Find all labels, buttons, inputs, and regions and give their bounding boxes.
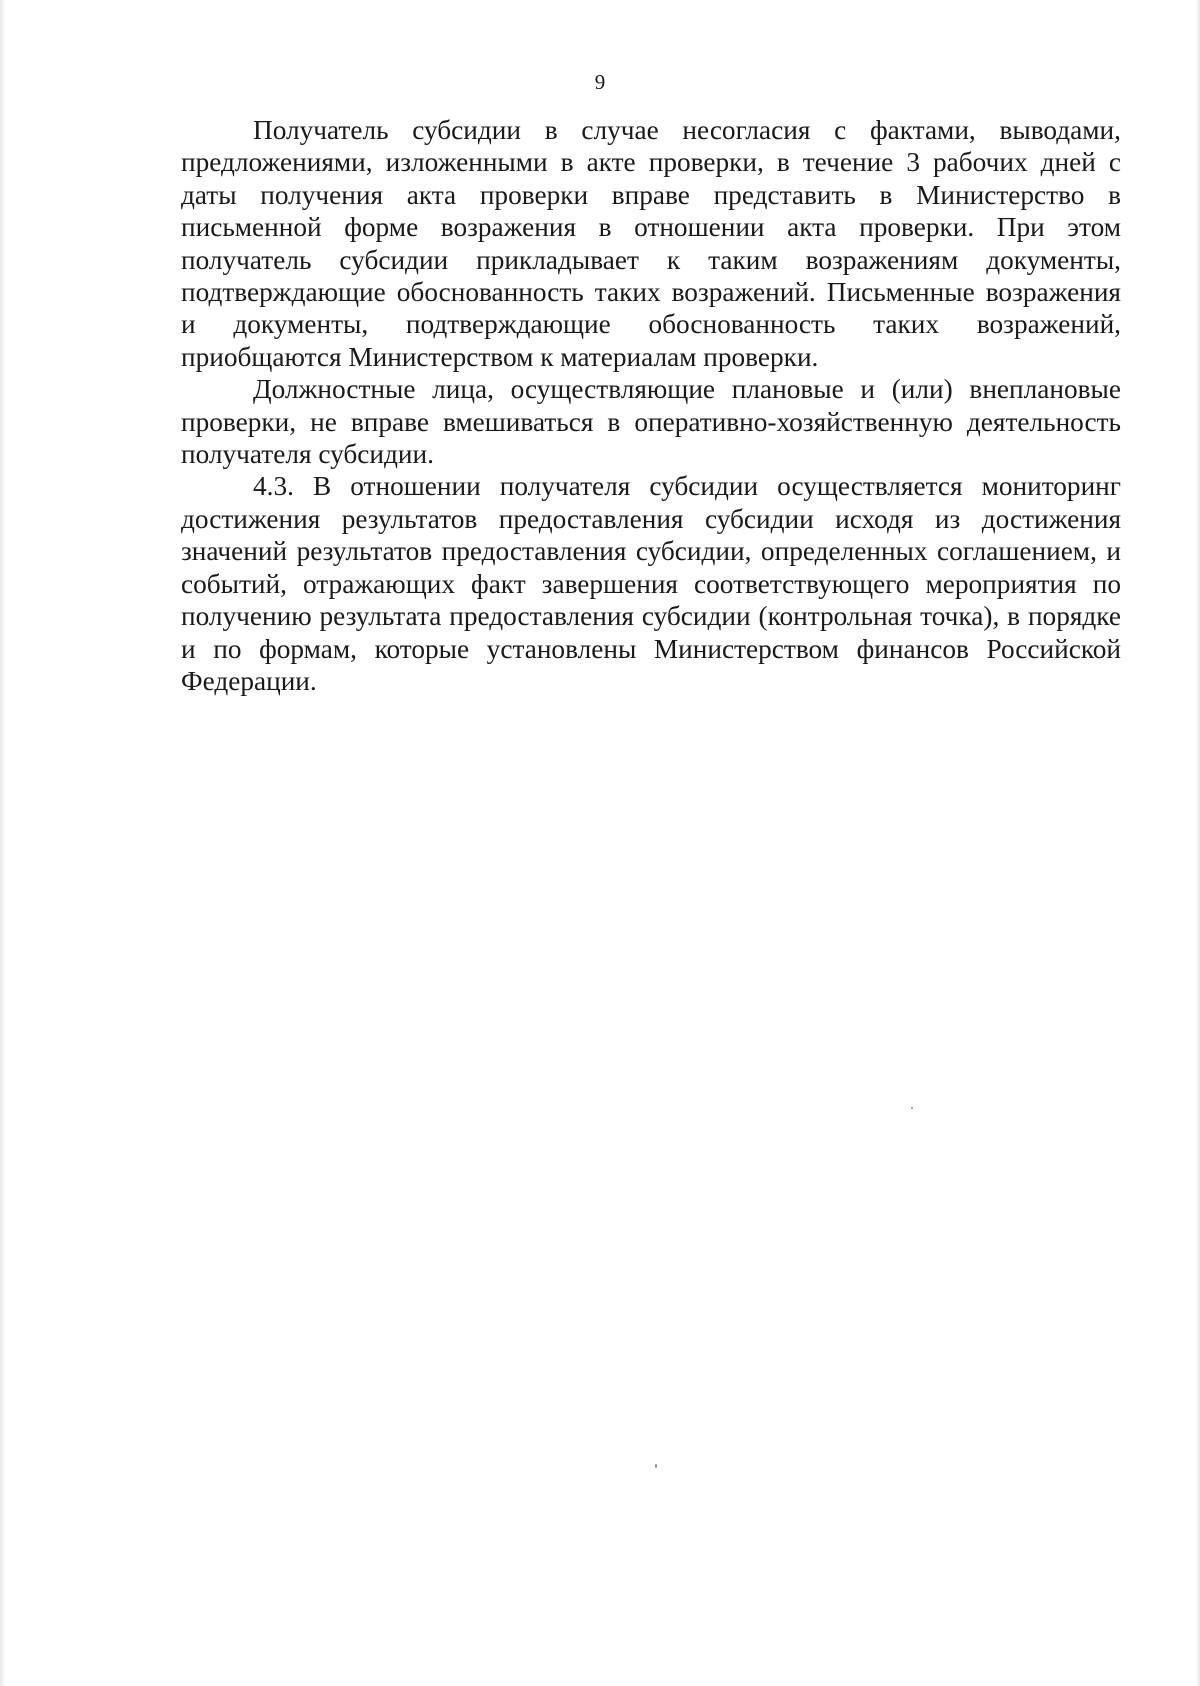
document-body bbox=[181, 114, 1121, 697]
scan-edge-left bbox=[0, 0, 6, 1686]
paragraph-objections: Получатель субсидии в случае несогласия с фактами, выводами, предложениями, изложенными в акте проверки, в течение 3 рабочих дней с даты получения акта проверки вправе представить в Министерство в письменной форме возражения в отношении акта проверки. При этом получатель субсидии прикладывает к таким возражениям документы, подтверждающие обоснованность таких возражений. Письменные возражения и документы, подтверждающие обоснованность таких возражений, приобщаются Министерством к материалам проверки. bbox=[181, 115, 1121, 372]
paragraph-officials: Должностные лица, осуществляющие плановые и (или) внеплановые проверки, не вправе вмешиваться в оперативно-хозяйственную деятельность получателя субсидии. bbox=[181, 374, 1121, 470]
scan-speck bbox=[655, 1464, 657, 1468]
paragraph-monitoring: 4.3. В отношении получателя субсидии осуществляется мониторинг достижения результатов предоставления субсидии исходя из достижения значений результатов предоставления субсидии, определенных соглашением, и событий, отражающих факт завершения соответствующего мероприятия по получению результата предоставления субсидии (контрольная точка), в порядке и по формам, которые установлены Министерством финансов Российской Федерации. bbox=[181, 471, 1121, 696]
scan-speck bbox=[911, 1107, 913, 1109]
scan-edge-right bbox=[1195, 0, 1200, 1686]
page-number: 9 bbox=[594, 70, 606, 94]
